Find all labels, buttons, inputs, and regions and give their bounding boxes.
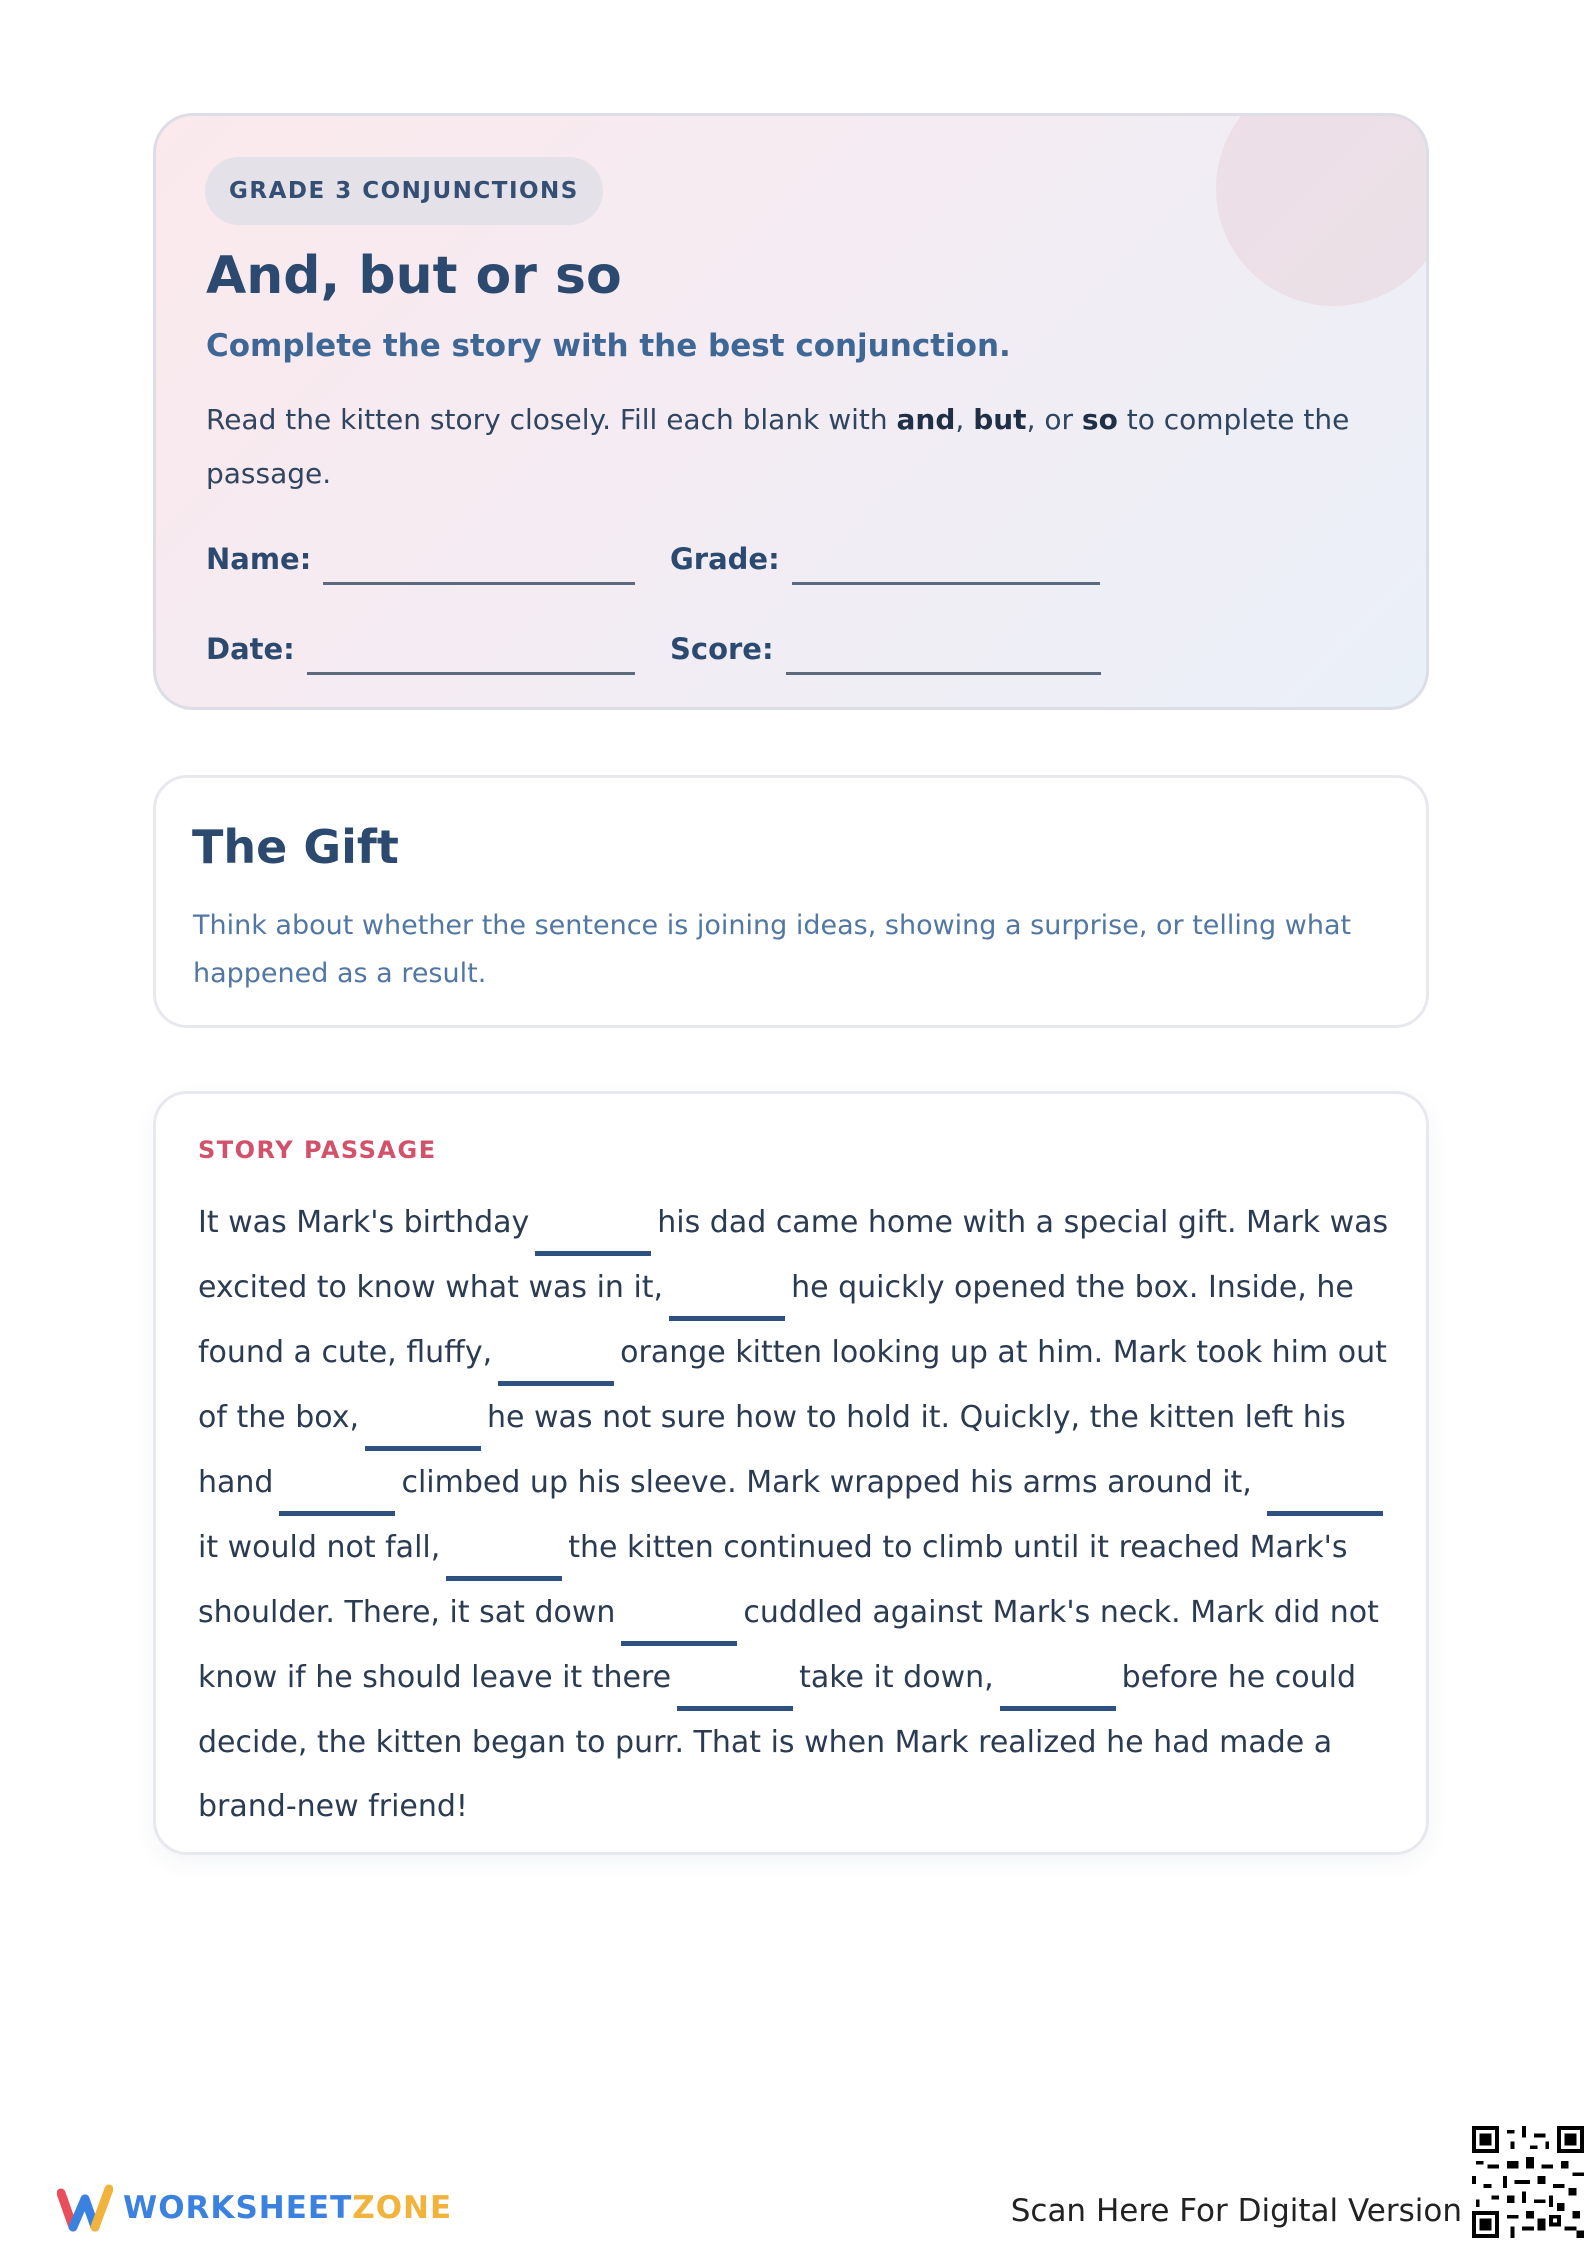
- blank-6[interactable]: [1267, 1451, 1383, 1516]
- blank-9[interactable]: [677, 1646, 793, 1711]
- worksheet-header-card: [153, 113, 1429, 710]
- story-segment: It was Mark's birthday: [198, 1205, 530, 1240]
- story-hint: Think about whether the sentence is joining ideas, showing a surprise, or telling what happened as a result.: [193, 910, 1352, 989]
- grade-line[interactable]: [792, 582, 1100, 585]
- score-label: Score:: [670, 632, 774, 666]
- worksheet-instructions: Read the kitten story closely. Fill each blank with and, but, or so to complete the passage.: [206, 403, 1350, 490]
- story-segment: take it down,: [799, 1660, 994, 1695]
- name-label: Name:: [206, 542, 312, 576]
- worksheetzone-logo-icon: [57, 2183, 113, 2233]
- name-line[interactable]: [323, 582, 635, 585]
- story-segment: before he could decide, the kitten began to purr. That is when Mark realized he had made a brand-new friend!: [198, 1660, 1357, 1824]
- blank-10[interactable]: [1000, 1646, 1116, 1711]
- worksheet-title: And, but or so: [206, 246, 622, 306]
- date-field[interactable]: [206, 631, 635, 667]
- blank-8[interactable]: [621, 1581, 737, 1646]
- name-field[interactable]: [206, 541, 635, 577]
- story-title-card: [153, 775, 1429, 1028]
- score-line[interactable]: [786, 672, 1101, 675]
- blank-1[interactable]: [535, 1191, 651, 1256]
- story-segment: he quickly opened the box. Inside, he found a cute, fluffy,: [198, 1270, 1354, 1370]
- story-segment: the kitten continued to climb until it reached Mark's shoulder. There, it sat down: [198, 1530, 1348, 1630]
- grade-label: Grade:: [670, 542, 780, 576]
- story-passage-label: STORY PASSAGE: [198, 1136, 437, 1164]
- date-label: Date:: [206, 632, 295, 666]
- story-passage-text: [198, 1191, 1393, 1839]
- story-passage-card: [153, 1091, 1429, 1855]
- score-field[interactable]: [670, 631, 1101, 667]
- story-segment: he was not sure how to hold it. Quickly, the kitten left his hand: [198, 1400, 1346, 1500]
- date-line[interactable]: [307, 672, 635, 675]
- scan-instruction: Scan Here For Digital Version: [1010, 2193, 1462, 2229]
- story-segment: it would not fall,: [198, 1530, 441, 1565]
- grade-badge: GRADE 3 CONJUNCTIONS: [205, 157, 603, 225]
- blank-7[interactable]: [446, 1516, 562, 1581]
- blank-3[interactable]: [498, 1321, 614, 1386]
- story-segment: his dad came home with a special gift. Mark was excited to know what was in it,: [198, 1205, 1389, 1305]
- worksheetzone-wordmark: WORKSHEETZONE: [123, 2190, 453, 2226]
- story-segment: cuddled against Mark's neck. Mark did not know if he should leave it there: [198, 1595, 1379, 1695]
- story-segment: climbed up his sleeve. Mark wrapped his arms around it,: [401, 1465, 1252, 1500]
- story-segment: orange kitten looking up at him. Mark took him out of the box,: [198, 1335, 1387, 1435]
- blank-2[interactable]: [669, 1256, 785, 1321]
- worksheetzone-logo: [57, 2183, 452, 2233]
- blank-5[interactable]: [279, 1451, 395, 1516]
- blank-4[interactable]: [365, 1386, 481, 1451]
- qr-code-icon[interactable]: [1472, 2126, 1584, 2238]
- worksheet-subtitle: Complete the story with the best conjunction.: [206, 328, 1011, 364]
- decorative-circle: [1216, 113, 1429, 306]
- story-title: The Gift: [192, 820, 399, 874]
- grade-field[interactable]: [670, 541, 1100, 577]
